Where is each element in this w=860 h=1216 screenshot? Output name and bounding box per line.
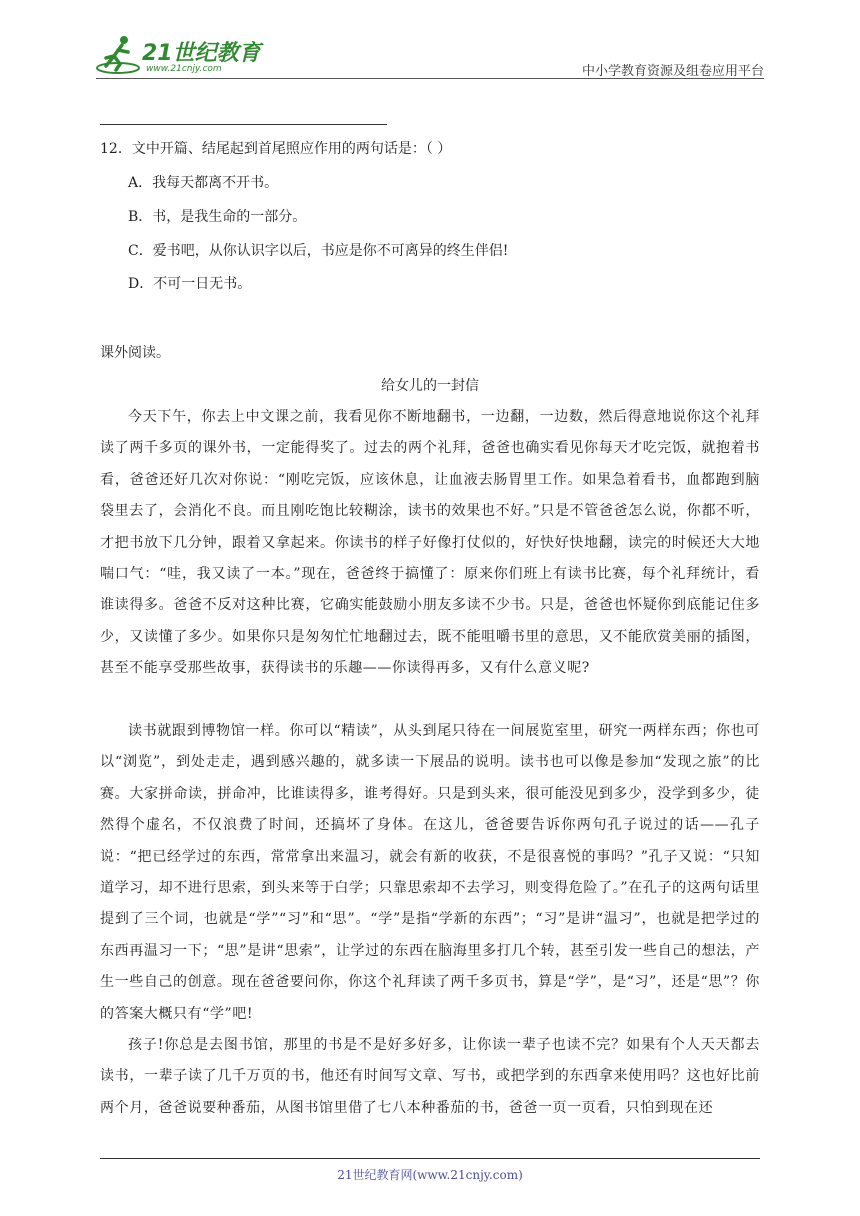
option-b: B．书，是我生命的一部分。 (128, 209, 307, 225)
header-divider (96, 78, 764, 79)
article-paragraph-1: 今天下午，你去上中文课之前，我看见你不断地翻书，一边翻，一边数，然后得意地说你这个礼拜读了两千多页的课外书，一定能得奖了。过去的两个礼拜，爸爸也确实看见你每天才吃完饭，就抱着书看，爸爸还好几次对你说：“刚吃完饭，应该休息，让血液去肠胃里工作。如果急着看书，血都跑到脑袋里去了，会消化不良。而且刚吃饱比较糊涂，读书的效果也不好。”只是不管爸爸怎么说，你都不听，才把书放下几分钟，跟着又拿起来。你读书的样子好像打仗似的，好快好快地翻，读完的时候还大大地喘口气：“哇，我又读了一本。”现在，爸爸终于搞懂了：原来你们班上有读书比赛，每个礼拜统计，看谁读得多。爸爸不反对这种比赛，它确实能鼓励小朋友多读不少书。只是，爸爸也怀疑你到底能记住多少，又读懂了多少。如果你只是匆匆忙忙地翻过去，既不能咀嚼书里的意思，又不能欣赏美丽的插图，甚至不能享受那些故事，获得读书的乐趣——你读得再多，又有什么意义呢? (100, 409, 760, 677)
site-logo (96, 34, 266, 76)
logo-text: 21世纪教育 (142, 41, 261, 66)
logo-url: www.21cnjy.com (146, 64, 222, 74)
article-paragraph-2: 读书就跟到博物馆一样。你可以“精读”，从头到尾只待在一间展览室里，研究一两样东西；你也可以“浏览”，到处走走，遇到感兴趣的，就多读一下展品的说明。读书也可以像是参加“发现之旅”的比赛。大家拼命读，拼命冲，比谁读得多，谁考得好。只是到头来，很可能没见到多少，没学到多少，徒然得个虚名，不仅浪费了时间，还搞坏了身体。在这儿，爸爸要告诉你两句孔子说过的话——孔子说：“把已经学过的东西，常常拿出来温习，就会有新的收获，不是很喜悦的事吗？”孔子又说：“只知道学习，却不进行思索，到头来等于白学；只靠思索却不去学习，则变得危险了。”在孔子的这两句话里提到了三个词，也就是“学”“习”和“思”。“学”是指“学新的东西”；“习”是讲“温习”，也就是把学过的东西再温习一下；“思”是讲“思索”，让学过的东西在脑海里多打几个转，甚至引发一些自己的想法，产生一些自己的创意。现在爸爸要问你，你这个礼拜读了两千多页书，算是“学”，是“习”，还是“思”？你的答案大概只有“学”吧! (100, 723, 760, 1022)
page-header (96, 30, 764, 80)
article-title: 给女儿的一封信 (381, 378, 479, 394)
article-paragraph-3: 孩子!你总是去图书馆，那里的书是不是好多好多，让你读一辈子也读不完？如果有个人天天都去读书，一辈子读了几千万页的书，他还有时间写文章、写书，或把学到的东西拿来使用吗？这也好比前两个月，爸爸说要种番茄，从图书馆里借了七八本种番茄的书，爸爸一页一页看，只怕到现在还 (100, 1037, 760, 1116)
footer-divider (100, 1158, 760, 1159)
answer-blank-line (100, 124, 387, 125)
platform-name: 中小学教育资源及组卷应用平台 (581, 64, 764, 79)
section-label: 课外阅读。 (100, 345, 170, 361)
runner-logo-icon (96, 34, 142, 76)
option-c: C．爱书吧，从你认识字以后，书应是你不可离异的终生伴侣! (128, 243, 509, 259)
option-d: D．不可一日无书。 (128, 276, 252, 292)
question-12: 12．文中开篇、结尾起到首尾照应作用的两句话是：（ ） (100, 141, 452, 157)
footer-text: 21世纪教育网(www.21cnjy.com) (337, 1168, 523, 1182)
option-a: A．我每天都离不开书。 (128, 175, 279, 191)
